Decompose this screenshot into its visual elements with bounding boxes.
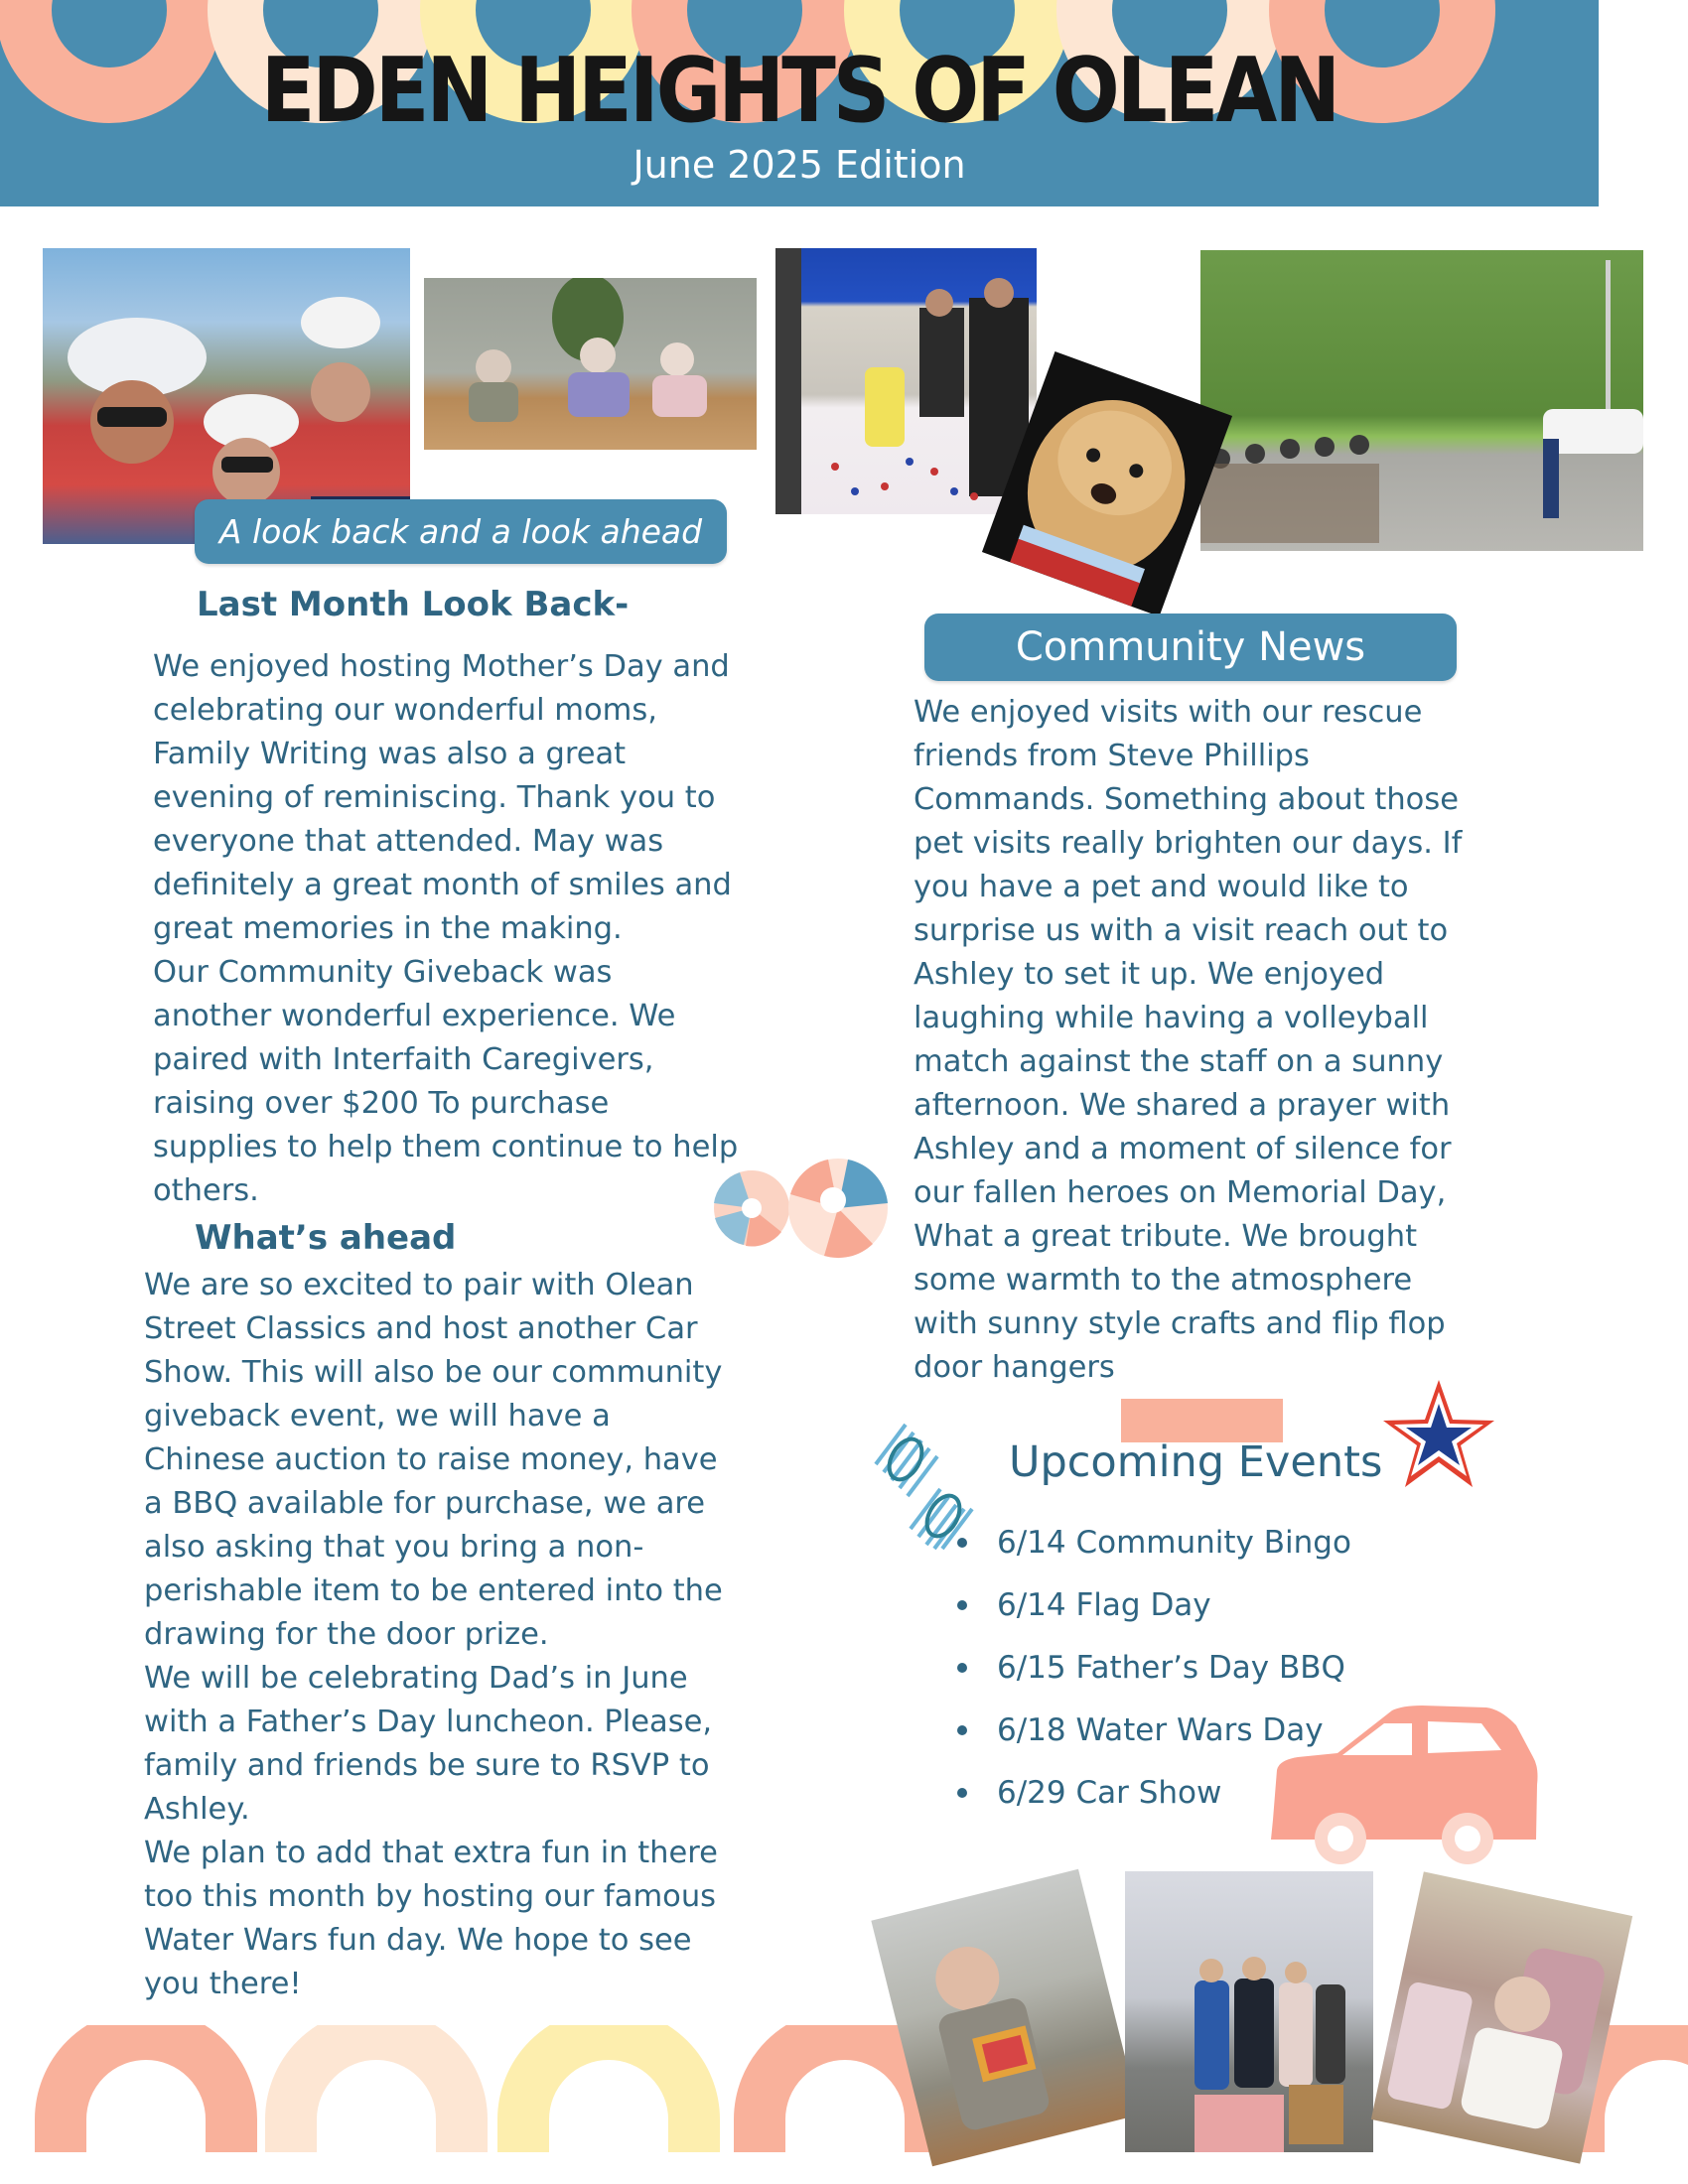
lookback-line: paired with Interfaith Caregivers,	[153, 1042, 654, 1077]
lemonade-stand-photo	[775, 248, 1037, 514]
bullet-icon	[957, 1663, 967, 1673]
whats-ahead-line: Show. This will also be our community	[144, 1355, 723, 1390]
upcoming-events-heading: Upcoming Events	[1009, 1437, 1383, 1487]
lookback-heading: Last Month Look Back-	[197, 585, 630, 624]
community-news-line: you have a pet and would like to	[914, 870, 1409, 904]
car-icon	[1263, 1706, 1541, 1866]
whats-ahead-line: Street Classics and host another Car	[144, 1311, 698, 1346]
lookback-line: Family Writing was also a great	[153, 737, 627, 771]
community-news-line: We enjoyed visits with our rescue	[914, 695, 1423, 730]
donation-delivery-group-photo	[1125, 1871, 1373, 2152]
community-news-line: friends from Steve Phillips	[914, 739, 1310, 773]
community-news-paragraph	[914, 692, 1462, 1391]
bullet-icon	[957, 1725, 967, 1735]
newsletter-title: EDEN HEIGHTS OF OLEAN	[260, 39, 1338, 143]
event-item	[953, 1511, 1351, 1573]
community-news-line: laughing while having a volleyball	[914, 1001, 1429, 1035]
whats-ahead-line: too this month by hosting our famous	[144, 1879, 717, 1914]
lookback-line: definitely a great month of smiles and	[153, 868, 732, 902]
event-label: 6/14 Flag Day	[997, 1586, 1211, 1623]
community-news-line: Ashley and a moment of silence for	[914, 1132, 1452, 1166]
salmon-tape-strip	[1121, 1399, 1283, 1442]
look-back-banner-label: A look back and a look ahead	[218, 512, 703, 551]
whats-ahead-heading: What’s ahead	[195, 1218, 457, 1258]
lookback-line: raising over $200 To purchase	[153, 1086, 610, 1121]
community-news-line: surprise us with a visit reach out to	[914, 913, 1449, 948]
header-banner	[0, 0, 1599, 206]
community-news-banner	[924, 614, 1457, 681]
whats-ahead-line: We will be celebrating Dad’s in June	[144, 1661, 688, 1696]
lookback-line: celebrating our wonderful moms,	[153, 693, 657, 728]
whats-ahead-line: perishable item to be entered into the	[144, 1573, 723, 1608]
community-news-line: Commands. Something about those	[914, 782, 1459, 817]
edition-label: June 2025 Edition	[633, 143, 966, 187]
whats-ahead-line: Water Wars fun day. We hope to see	[144, 1923, 692, 1958]
community-news-line: match against the staff on a sunny	[914, 1044, 1444, 1079]
outdoor-gathering-photo	[1200, 250, 1643, 551]
community-news-line: door hangers	[914, 1350, 1115, 1385]
community-news-line: some warmth to the atmosphere	[914, 1263, 1413, 1297]
lookback-line: We enjoyed hosting Mother’s Day and	[153, 649, 730, 684]
community-news-line: with sunny style crafts and flip flop	[914, 1306, 1446, 1341]
event-label: 6/14 Community Bingo	[997, 1524, 1351, 1561]
whats-ahead-line: giveback event, we will have a	[144, 1399, 611, 1433]
event-label: 6/29 Car Show	[997, 1774, 1222, 1811]
bullet-icon	[957, 1538, 967, 1548]
bullet-icon	[957, 1788, 967, 1798]
lookback-line: supplies to help them continue to help	[153, 1130, 739, 1164]
lookback-line: Our Community Giveback was	[153, 955, 613, 990]
event-label: 6/15 Father’s Day BBQ	[997, 1649, 1345, 1686]
community-news-line: Ashley to set it up. We enjoyed	[914, 957, 1385, 992]
event-label: 6/18 Water Wars Day	[997, 1711, 1324, 1748]
community-news-line: pet visits really brighten our days. If	[914, 826, 1463, 861]
event-item	[953, 1636, 1351, 1699]
whats-ahead-line: family and friends be sure to RSVP to	[144, 1748, 710, 1783]
lookback-line: everyone that attended. May was	[153, 824, 664, 859]
whats-ahead-line: We are so excited to pair with Olean	[144, 1268, 694, 1302]
whats-ahead-line: you there!	[144, 1967, 302, 2001]
look-back-banner	[195, 499, 727, 564]
community-news-line: our fallen heroes on Memorial Day,	[914, 1175, 1447, 1210]
lookback-line: great memories in the making.	[153, 911, 623, 946]
residents-at-table-photo	[424, 278, 757, 450]
lookback-line: another wonderful experience. We	[153, 999, 676, 1033]
community-news-label: Community News	[1015, 624, 1366, 670]
whats-ahead-line: Chinese auction to raise money, have	[144, 1442, 718, 1477]
community-news-line: What a great tribute. We brought	[914, 1219, 1418, 1254]
whats-ahead-line: also asking that you bring a non-	[144, 1530, 644, 1565]
patriotic-star-icon	[1382, 1378, 1496, 1497]
lookback-line: evening of reminiscing. Thank you to	[153, 780, 716, 815]
whats-ahead-line: drawing for the door prize.	[144, 1617, 549, 1652]
whats-ahead-line: a BBQ available for purchase, we are	[144, 1486, 706, 1521]
event-item	[953, 1573, 1351, 1636]
community-news-line: afternoon. We shared a prayer with	[914, 1088, 1451, 1123]
lookback-line: others.	[153, 1173, 259, 1208]
whats-ahead-paragraph	[144, 1264, 723, 2006]
bullet-icon	[957, 1600, 967, 1610]
whats-ahead-line: We plan to add that extra fun in there	[144, 1836, 718, 1870]
whats-ahead-line: with a Father’s Day luncheon. Please,	[144, 1705, 713, 1739]
whats-ahead-line: Ashley.	[144, 1792, 250, 1827]
lookback-paragraph	[153, 645, 738, 1213]
beach-ball-icon	[707, 1157, 891, 1271]
